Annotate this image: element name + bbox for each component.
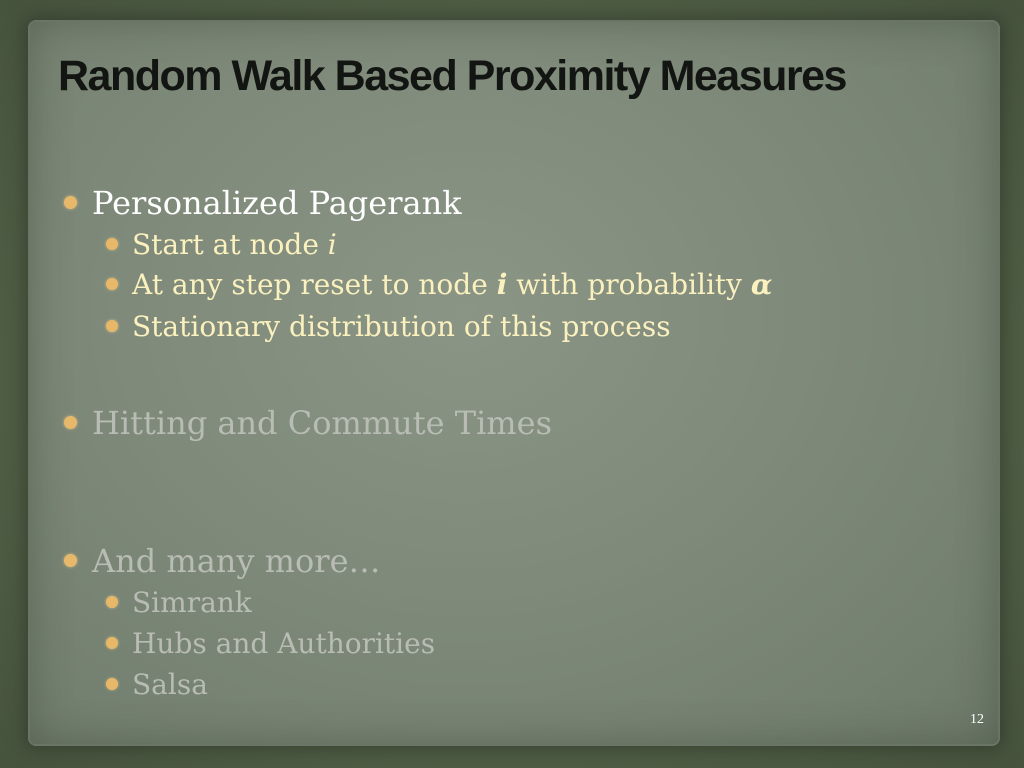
sub-bullet-reset [106, 268, 772, 301]
sub-bullet-text: Hubs and Authorities [132, 627, 436, 660]
bullet-dot-icon [106, 320, 118, 332]
bullet-dot-icon [106, 596, 118, 608]
bullet-label: And many more… [92, 542, 381, 580]
sub-bullet-text: At any step reset to node [132, 268, 497, 301]
bullet-many-more [64, 542, 381, 580]
bullet-label: Personalized Pagerank [92, 184, 462, 222]
bullet-dot-icon [106, 637, 118, 649]
bullet-label: Hitting and Commute Times [92, 404, 552, 442]
page-number: 12 [970, 712, 984, 727]
sub-bullet-text: Salsa [132, 668, 208, 701]
bullet-dot-icon [64, 416, 77, 429]
bullet-dot-icon [64, 196, 77, 209]
sub-bullet-text: Stationary distribution of this process [132, 310, 671, 343]
sub-bullet-salsa [106, 668, 208, 701]
bullet-dot-icon [64, 554, 77, 567]
variable-i: i [496, 268, 508, 301]
bullet-hitting-commute [64, 404, 552, 442]
bullet-dot-icon [106, 678, 118, 690]
sub-bullet-hubs [106, 627, 435, 660]
sub-bullet-stationary [106, 310, 671, 343]
sub-bullet-text: Start at node [132, 228, 328, 261]
variable-i: i [327, 228, 337, 261]
bullet-dot-icon [106, 278, 118, 290]
bullet-dot-icon [106, 238, 118, 250]
sub-bullet-text: Simrank [132, 586, 252, 619]
sub-bullet-text: with probability [507, 268, 751, 301]
bullet-personalized-pagerank [64, 184, 462, 222]
slide-title: Random Walk Based Proximity Measures [58, 52, 846, 100]
sub-bullet-start-node [106, 228, 337, 261]
sub-bullet-simrank [106, 586, 252, 619]
variable-alpha: α [750, 268, 773, 301]
